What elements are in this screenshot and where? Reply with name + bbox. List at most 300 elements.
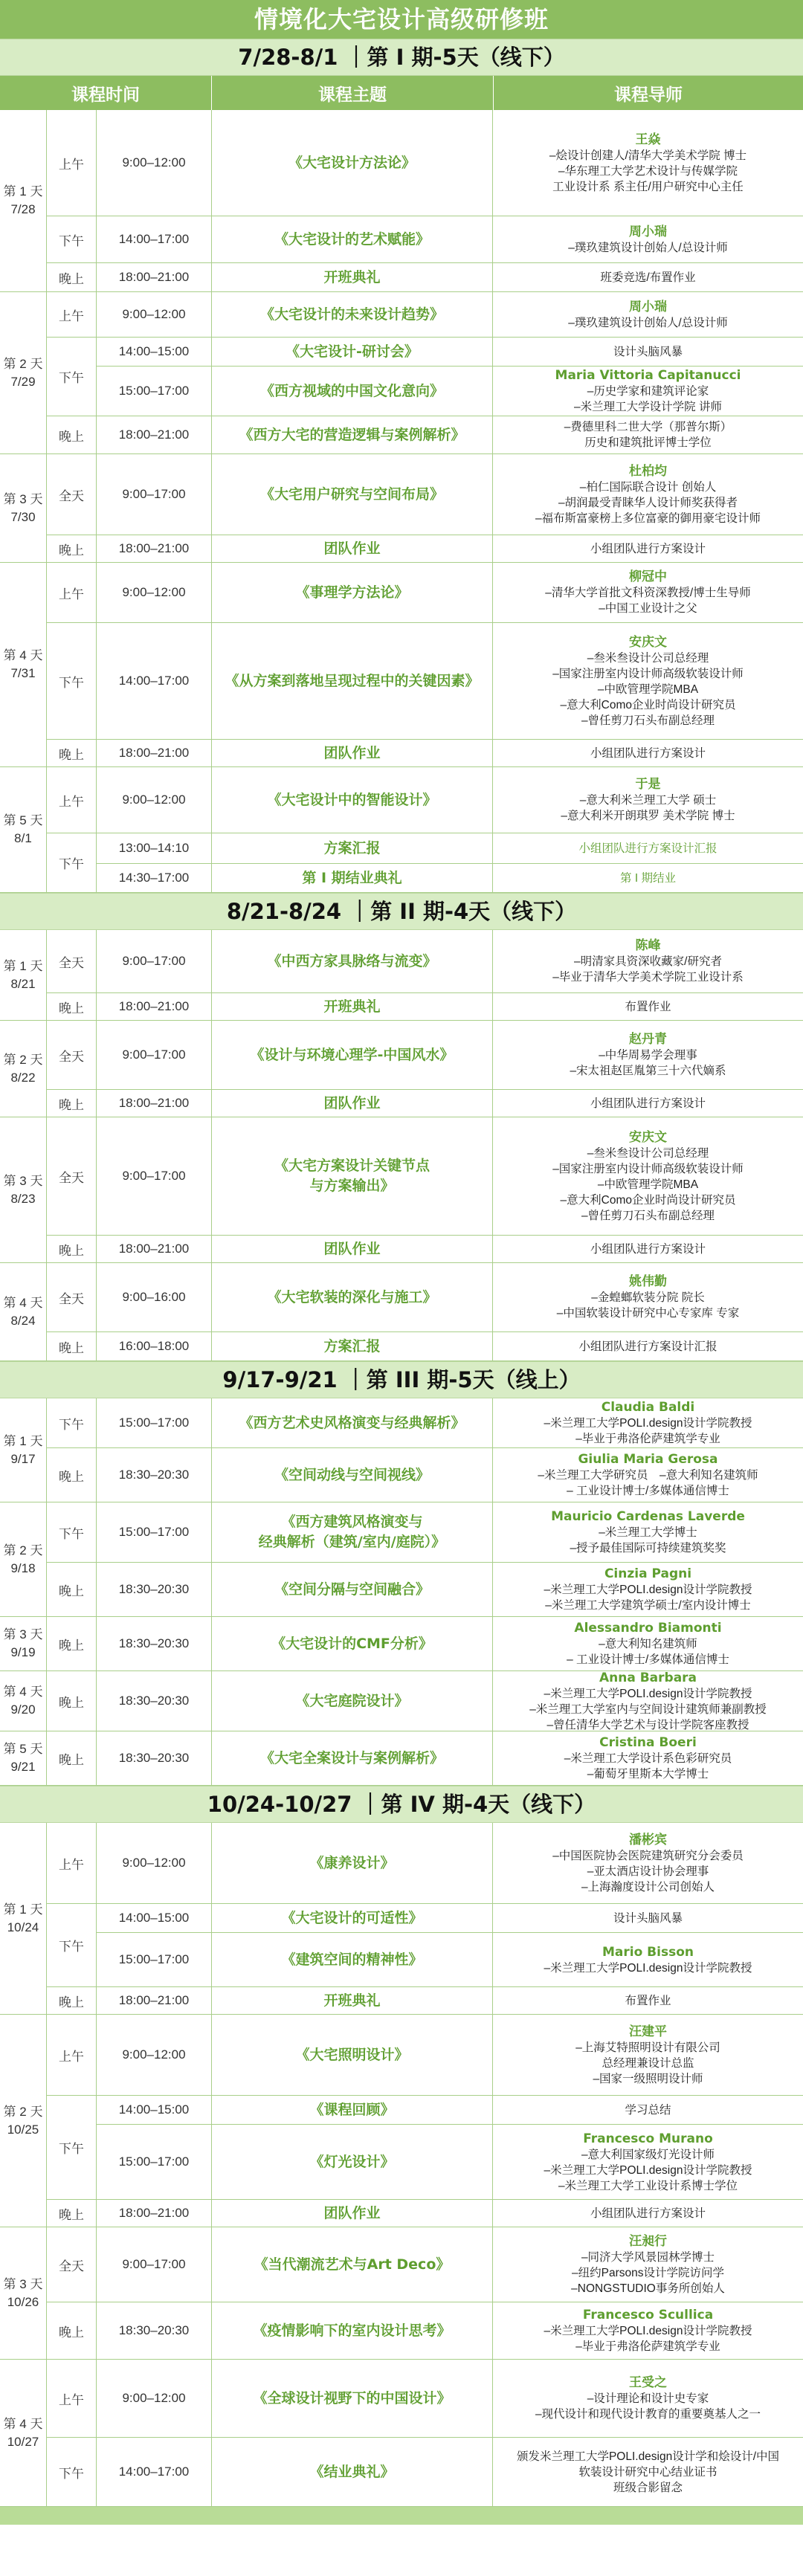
- session-rows: [97, 833, 803, 892]
- session-rows: [97, 2438, 803, 2506]
- session-group: [47, 1731, 803, 1785]
- day-sessions: [47, 1398, 803, 1502]
- day-sessions: [47, 1263, 803, 1360]
- session-group: [47, 2437, 803, 2506]
- day-block: [0, 2360, 803, 2507]
- session-topic: 《课程回顾》: [212, 2096, 493, 2124]
- day-label: 第 4 天 9/20: [0, 1671, 47, 1731]
- session-teacher: [493, 1263, 803, 1331]
- session-group: [47, 1117, 803, 1235]
- session-time: 18:30–20:30: [97, 1617, 212, 1670]
- session-teacher: [493, 535, 803, 562]
- teacher-bio: –意大利米兰理工大学 硕士 –意大利米开朗琪罗 美术学院 博士: [561, 794, 735, 822]
- teacher-bio: –历史学家和建筑评论家 –米兰理工大学设计学院 讲师: [574, 385, 722, 413]
- session-rows: [97, 1448, 803, 1502]
- teacher-bio: 学习总结: [625, 2103, 671, 2117]
- session-time: 9:00–12:00: [97, 767, 212, 833]
- session-topic: 团队作业: [212, 2200, 493, 2227]
- day-block: [0, 1398, 803, 1502]
- session-time: 18:00–21:00: [97, 1090, 212, 1117]
- session-teacher: [493, 864, 803, 892]
- session-time: 9:00–17:00: [97, 1117, 212, 1235]
- teacher-name: Anna Barbara: [599, 1670, 697, 1685]
- session-topic: 《当代潮流艺术与Art Deco》: [212, 2227, 493, 2302]
- session-group: [47, 1823, 803, 1903]
- teacher-name: Mauricio Cardenas Laverde: [551, 1509, 745, 1524]
- teacher-name: 汪昶行: [629, 2233, 667, 2249]
- session-rows: [97, 1117, 803, 1235]
- session-row: [97, 2302, 803, 2359]
- session-teacher: [493, 1398, 803, 1447]
- session-period: 全天: [47, 930, 97, 992]
- day-sessions: [47, 1617, 803, 1670]
- session-time: 15:00–17:00: [97, 2125, 212, 2199]
- session-period: 上午: [47, 292, 97, 337]
- session-teacher: [493, 1502, 803, 1562]
- session-topic: 《西方大宅的营造逻辑与案例解析》: [212, 416, 493, 453]
- session-topic: 《疫情影响下的室内设计思考》: [212, 2302, 493, 2359]
- session-rows: [97, 338, 803, 416]
- day-sessions: [47, 2360, 803, 2506]
- teacher-name: 汪建平: [629, 2024, 667, 2039]
- column-header-row: [0, 76, 803, 110]
- session-teacher: [493, 2438, 803, 2506]
- session-row: [97, 216, 803, 262]
- day-label: 第 1 天 7/28: [0, 110, 47, 291]
- teacher-name: Francesco Murano: [583, 2131, 713, 2146]
- session-teacher: [493, 2200, 803, 2227]
- session-row: [97, 1731, 803, 1785]
- day-sessions: [47, 2227, 803, 2359]
- day-sessions: [47, 292, 803, 453]
- session-row: [97, 863, 803, 892]
- teacher-name: 潘彬宾: [629, 1832, 667, 1847]
- session-topic: 《建筑空间的精神性》: [212, 1933, 493, 1986]
- session-period: 晚上: [47, 2302, 97, 2359]
- session-group: [47, 563, 803, 622]
- day-label: 第 4 天 8/24: [0, 1263, 47, 1360]
- session-time: 18:00–21:00: [97, 1236, 212, 1262]
- teacher-bio: –意大利知名建筑师 – 工业设计博士/多媒体通信博士: [567, 1638, 729, 1666]
- session-row: [97, 2227, 803, 2302]
- session-row: [97, 1987, 803, 2014]
- session-topic: 《中西方家具脉络与流变》: [212, 930, 493, 992]
- session-teacher: [493, 1332, 803, 1360]
- session-time: 18:00–21:00: [97, 993, 212, 1020]
- session-time: 13:00–14:10: [97, 833, 212, 863]
- day-sessions: [47, 1021, 803, 1117]
- session-group: [47, 1089, 803, 1117]
- session-time: 9:00–12:00: [97, 563, 212, 622]
- session-period: 全天: [47, 1263, 97, 1331]
- session-row: [97, 2096, 803, 2124]
- session-rows: [97, 1090, 803, 1117]
- teacher-bio: –烩设计创建人/清华大学美术学院 博士 –华东理工大学艺术设计与传媒学院 工业设计系 系主任/用户研究中心主任: [549, 149, 747, 193]
- session-topic: 《大宅设计方法论》: [212, 110, 493, 216]
- teacher-name: 姚伟勤: [629, 1274, 667, 1289]
- session-row: [97, 2360, 803, 2437]
- session-topic: 《大宅用户研究与空间布局》: [212, 454, 493, 535]
- session-row: [97, 416, 803, 453]
- session-group: [47, 1617, 803, 1670]
- teacher-bio: –同济大学风景园林学博士 –纽约Parsons设计学院访问学 –NONGSTUDIO事务所创始人: [571, 2250, 725, 2295]
- session-period: 上午: [47, 2015, 97, 2095]
- day-block: [0, 1502, 803, 1617]
- day-sessions: [47, 1502, 803, 1616]
- teacher-name: 安庆文: [629, 634, 667, 650]
- session-topic: 《全球设计视野下的中国设计》: [212, 2360, 493, 2437]
- teacher-name: 王受之: [629, 2375, 667, 2390]
- day-block: [0, 1731, 803, 1786]
- day-label: 第 3 天 9/19: [0, 1617, 47, 1670]
- session-topic: 《结业典礼》: [212, 2438, 493, 2506]
- session-row: [97, 1563, 803, 1616]
- session-period: 下午: [47, 2096, 97, 2199]
- day-label: 第 5 天 9/21: [0, 1731, 47, 1785]
- teacher-bio: 第 I 期结业: [620, 871, 676, 885]
- session-rows: [97, 110, 803, 216]
- session-topic: 团队作业: [212, 535, 493, 562]
- session-row: [97, 263, 803, 291]
- session-teacher: [493, 563, 803, 622]
- session-row: [97, 1117, 803, 1235]
- session-group: [47, 1331, 803, 1360]
- session-row: [97, 1263, 803, 1331]
- session-teacher: [493, 1987, 803, 2014]
- session-row: [97, 563, 803, 622]
- teacher-bio: –米兰理工大学设计系色彩研究员 –葡萄牙里斯本大学博士: [564, 1752, 732, 1781]
- day-label: 第 5 天 8/1: [0, 767, 47, 892]
- session-rows: [97, 535, 803, 562]
- teacher-bio: –柏仁国际联合设计 创始人 –胡润最受青睐华人设计师奖获得者 –福布斯富豪榜上多位富豪的御用豪宅设计师: [535, 480, 761, 525]
- teacher-bio: 布置作业: [625, 1994, 671, 2007]
- teacher-bio: –米兰理工大学POLI.design设计学院教授 –米兰理工大学室内与空间设计建筑师兼副教授 –曾任清华大学艺术与设计学院客座教授: [529, 1687, 767, 1731]
- session-row: [97, 454, 803, 535]
- session-rows: [97, 1236, 803, 1262]
- session-period: 下午: [47, 1904, 97, 1986]
- session-rows: [97, 1823, 803, 1903]
- session-group: [47, 2227, 803, 2302]
- session-topic: 《大宅设计的艺术赋能》: [212, 216, 493, 262]
- session-period: 晚上: [47, 535, 97, 562]
- session-group: [47, 110, 803, 216]
- session-period: 晚上: [47, 740, 97, 766]
- teacher-bio: –米兰理工大学研究员 –意大利知名建筑师 – 工业设计博士/多媒体通信博士: [538, 1469, 758, 1497]
- session-period: 全天: [47, 454, 97, 535]
- session-time: 18:00–21:00: [97, 1987, 212, 2014]
- session-teacher: [493, 1563, 803, 1616]
- session-time: 14:00–17:00: [97, 2438, 212, 2506]
- day-label: 第 2 天 10/25: [0, 2015, 47, 2227]
- column-header-topic: 课程主题: [212, 76, 494, 110]
- session-row: [97, 292, 803, 337]
- session-teacher: [493, 1823, 803, 1903]
- session-row: [97, 1823, 803, 1903]
- day-label: 第 2 天 8/22: [0, 1021, 47, 1117]
- teacher-name: Cinzia Pagni: [604, 1566, 692, 1581]
- teacher-bio: –米兰理工大学POLI.design设计学院教授 –米兰理工大学建筑学硕士/室内设计博士: [544, 1584, 752, 1612]
- schedule-table: [0, 39, 803, 2507]
- teacher-bio: –叁米叁设计公司总经理 –国家注册室内设计师高级软装设计师 –中欧管理学院MBA –意大利Como企业时尚设计研究员 –曾任剪刀石头布副总经理: [552, 1146, 744, 1222]
- session-rows: [97, 1617, 803, 1670]
- day-block: [0, 1263, 803, 1361]
- session-time: 18:30–20:30: [97, 1448, 212, 1502]
- day-sessions: [47, 1671, 803, 1731]
- session-rows: [97, 1904, 803, 1986]
- session-topic: 团队作业: [212, 1090, 493, 1117]
- day-sessions: [47, 454, 803, 562]
- teacher-bio: –米兰理工大学POLI.design设计学院教授: [544, 1961, 752, 1975]
- session-row: [97, 833, 803, 863]
- session-group: [47, 1398, 803, 1447]
- session-group: [47, 833, 803, 892]
- session-time: 15:00–17:00: [97, 1398, 212, 1447]
- session-period: 晚上: [47, 1987, 97, 2014]
- session-teacher: [493, 1090, 803, 1117]
- session-group: [47, 1502, 803, 1562]
- day-block: [0, 454, 803, 563]
- session-group: [47, 1562, 803, 1616]
- session-topic: 《大宅设计的未来设计趋势》: [212, 292, 493, 337]
- session-group: [47, 1671, 803, 1731]
- day-label: 第 1 天 9/17: [0, 1398, 47, 1502]
- session-period: 晚上: [47, 993, 97, 1020]
- teacher-bio: 班委竞选/布置作业: [600, 271, 696, 284]
- session-rows: [97, 454, 803, 535]
- session-period: 晚上: [47, 1090, 97, 1117]
- session-period: 上午: [47, 2360, 97, 2437]
- session-teacher: [493, 833, 803, 863]
- session-row: [97, 1332, 803, 1360]
- session-group: [47, 992, 803, 1020]
- session-group: [47, 2302, 803, 2359]
- session-topic: 《大宅庭院设计》: [212, 1671, 493, 1731]
- session-row: [97, 2015, 803, 2095]
- session-teacher: [493, 1617, 803, 1670]
- session-group: [47, 767, 803, 833]
- session-row: [97, 1236, 803, 1262]
- session-group: [47, 216, 803, 262]
- session-teacher: [493, 930, 803, 992]
- session-topic: 《大宅设计中的智能设计》: [212, 767, 493, 833]
- session-teacher: [493, 740, 803, 766]
- page-title: 情境化大宅设计高级研修班: [0, 0, 803, 39]
- session-time: 15:00–17:00: [97, 1933, 212, 1986]
- day-sessions: [47, 2015, 803, 2227]
- session-group: [47, 1021, 803, 1089]
- session-period: 晚上: [47, 1671, 97, 1731]
- teacher-name: 安庆文: [629, 1129, 667, 1145]
- session-period: 晚上: [47, 416, 97, 453]
- session-group: [47, 1235, 803, 1262]
- teacher-bio: 设计头脑风暴: [613, 345, 683, 358]
- session-row: [97, 338, 803, 366]
- day-label: 第 2 天 9/18: [0, 1502, 47, 1616]
- day-label: 第 1 天 10/24: [0, 1823, 47, 2014]
- session-row: [97, 930, 803, 992]
- day-label: 第 2 天 7/29: [0, 292, 47, 453]
- session-rows: [97, 563, 803, 622]
- session-group: [47, 622, 803, 739]
- teacher-bio: –中国医院协会医院建筑研究分会委员 –亚太酒店设计协会理事 –上海瀚度设计公司创始人: [552, 1849, 744, 1894]
- session-rows: [97, 623, 803, 739]
- teacher-bio: –清华大学首批文科资深教授/博士生导师 –中国工业设计之父: [545, 587, 751, 615]
- session-time: 14:00–17:00: [97, 216, 212, 262]
- session-rows: [97, 2302, 803, 2359]
- day-sessions: [47, 1823, 803, 2014]
- teacher-name: Francesco Scullica: [582, 2308, 714, 2322]
- session-group: [47, 2095, 803, 2199]
- session-period: 晚上: [47, 1617, 97, 1670]
- day-block: [0, 1021, 803, 1117]
- teacher-bio: –明清家具资深收藏家/研究者 –毕业于清华大学美术学院工业设计系: [552, 955, 744, 984]
- teacher-bio: 小组团队进行方案设计汇报: [578, 1340, 717, 1353]
- session-rows: [97, 1731, 803, 1785]
- day-sessions: [47, 930, 803, 1020]
- session-topic: 第 I 期结业典礼: [212, 864, 493, 892]
- session-rows: [97, 1263, 803, 1331]
- session-period: 上午: [47, 563, 97, 622]
- session-period: 下午: [47, 216, 97, 262]
- session-row: [97, 1090, 803, 1117]
- session-period: 下午: [47, 1398, 97, 1447]
- session-topic: 开班典礼: [212, 1987, 493, 2014]
- session-period: 下午: [47, 623, 97, 739]
- session-time: 14:30–17:00: [97, 864, 212, 892]
- session-teacher: [493, 1448, 803, 1502]
- teacher-name: Mario Bisson: [602, 1944, 694, 1960]
- session-teacher: [493, 993, 803, 1020]
- teacher-bio: –上海艾特照明设计有限公司 总经理兼设计总监 –国家一级照明设计师: [575, 2041, 720, 2085]
- session-rows: [97, 263, 803, 291]
- session-period: 全天: [47, 1021, 97, 1089]
- teacher-name: Cristina Boeri: [599, 1735, 697, 1750]
- session-row: [97, 767, 803, 833]
- session-time: 9:00–12:00: [97, 110, 212, 216]
- session-time: 9:00–12:00: [97, 292, 212, 337]
- session-time: 9:00–17:00: [97, 454, 212, 535]
- session-rows: [97, 2015, 803, 2095]
- session-time: 14:00–17:00: [97, 623, 212, 739]
- session-teacher: [493, 416, 803, 453]
- teacher-bio: 小组团队进行方案设计: [590, 1097, 706, 1110]
- day-block: [0, 110, 803, 292]
- session-topic: 《大宅设计-研讨会》: [212, 338, 493, 366]
- session-rows: [97, 2227, 803, 2302]
- day-block: [0, 930, 803, 1021]
- session-period: 上午: [47, 110, 97, 216]
- session-group: [47, 1903, 803, 1986]
- session-time: 18:00–21:00: [97, 535, 212, 562]
- session-teacher: [493, 1236, 803, 1262]
- session-rows: [97, 1563, 803, 1616]
- session-period: 下午: [47, 833, 97, 892]
- teacher-bio: –米兰理工大学POLI.design设计学院教授 –毕业于弗洛伦萨建筑学专业: [544, 2325, 752, 2353]
- session-period: 晚上: [47, 263, 97, 291]
- teacher-bio: –叁米叁设计公司总经理 –国家注册室内设计师高级软装设计师 –中欧管理学院MBA –意大利Como企业时尚设计研究员 –曾任剪刀石头布副总经理: [552, 651, 744, 727]
- session-teacher: [493, 1933, 803, 1986]
- session-topic: 《大宅软装的深化与施工》: [212, 1263, 493, 1331]
- session-teacher: [493, 292, 803, 337]
- session-time: 16:00–18:00: [97, 1332, 212, 1360]
- teacher-bio: –费德里科二世大学（那普尔斯） 历史和建筑批评博士学位: [564, 421, 732, 449]
- teacher-bio: 布置作业: [625, 1000, 671, 1013]
- session-rows: [97, 767, 803, 833]
- session-time: 18:30–20:30: [97, 1563, 212, 1616]
- day-block: [0, 1617, 803, 1671]
- session-row: [97, 2124, 803, 2199]
- session-topic: 《灯光设计》: [212, 2125, 493, 2199]
- session-teacher: [493, 338, 803, 366]
- session-time: 14:00–15:00: [97, 1904, 212, 1932]
- teacher-name: 赵丹青: [629, 1032, 667, 1047]
- session-row: [97, 740, 803, 766]
- session-period: 下午: [47, 2438, 97, 2506]
- session-rows: [97, 1332, 803, 1360]
- teacher-bio: –金蝗螂软装分院 院长 –中国软装设计研究中心专家库 专家: [556, 1291, 740, 1320]
- teacher-name: 于是: [635, 777, 661, 792]
- teacher-name: 陈峰: [635, 938, 661, 953]
- session-topic: 开班典礼: [212, 993, 493, 1020]
- session-topic: 《设计与环境心理学-中国风水》: [212, 1021, 493, 1089]
- session-time: 18:00–21:00: [97, 740, 212, 766]
- day-sessions: [47, 563, 803, 766]
- teacher-bio: –璞玖建筑设计创始人/总设计师: [568, 316, 728, 329]
- session-row: [97, 110, 803, 216]
- session-group: [47, 1447, 803, 1502]
- session-period: 上午: [47, 1823, 97, 1903]
- session-time: 9:00–17:00: [97, 930, 212, 992]
- teacher-name: Claudia Baldi: [601, 1400, 695, 1415]
- session-row: [97, 366, 803, 416]
- teacher-bio: –米兰理工大学博士 –授予最佳国际可持续建筑奖奖: [570, 1526, 726, 1555]
- session-rows: [97, 1021, 803, 1089]
- day-block: [0, 1823, 803, 2015]
- session-teacher: [493, 1021, 803, 1089]
- session-time: 18:00–21:00: [97, 2200, 212, 2227]
- session-time: 9:00–17:00: [97, 1021, 212, 1089]
- session-rows: [97, 1987, 803, 2014]
- session-topic: 方案汇报: [212, 1332, 493, 1360]
- session-teacher: [493, 2227, 803, 2302]
- session-topic: 《康养设计》: [212, 1823, 493, 1903]
- session-rows: [97, 930, 803, 992]
- day-sessions: [47, 1117, 803, 1262]
- session-time: 9:00–12:00: [97, 2015, 212, 2095]
- teacher-name: 柳冠中: [629, 569, 667, 584]
- teacher-name: Maria Vittoria Capitanucci: [555, 368, 741, 383]
- session-row: [97, 2438, 803, 2506]
- session-time: 18:00–21:00: [97, 263, 212, 291]
- session-row: [97, 1398, 803, 1447]
- session-row: [97, 1932, 803, 1986]
- session-topic: 《大宅全案设计与案例解析》: [212, 1731, 493, 1785]
- session-period: 晚上: [47, 1563, 97, 1616]
- session-topic: 团队作业: [212, 1236, 493, 1262]
- teacher-bio: 颁发米兰理工大学POLI.design设计学和烩设计/中国 软装设计研究中心结业证书 班级合影留念: [516, 2450, 780, 2494]
- session-teacher: [493, 1117, 803, 1235]
- session-group: [47, 292, 803, 337]
- teacher-name: Alessandro Biamonti: [574, 1621, 722, 1636]
- session-teacher: [493, 2015, 803, 2095]
- session-topic: 团队作业: [212, 740, 493, 766]
- session-row: [97, 1448, 803, 1502]
- session-rows: [97, 740, 803, 766]
- session-teacher: [493, 263, 803, 291]
- session-teacher: [493, 2125, 803, 2199]
- session-row: [97, 623, 803, 739]
- session-teacher: [493, 454, 803, 535]
